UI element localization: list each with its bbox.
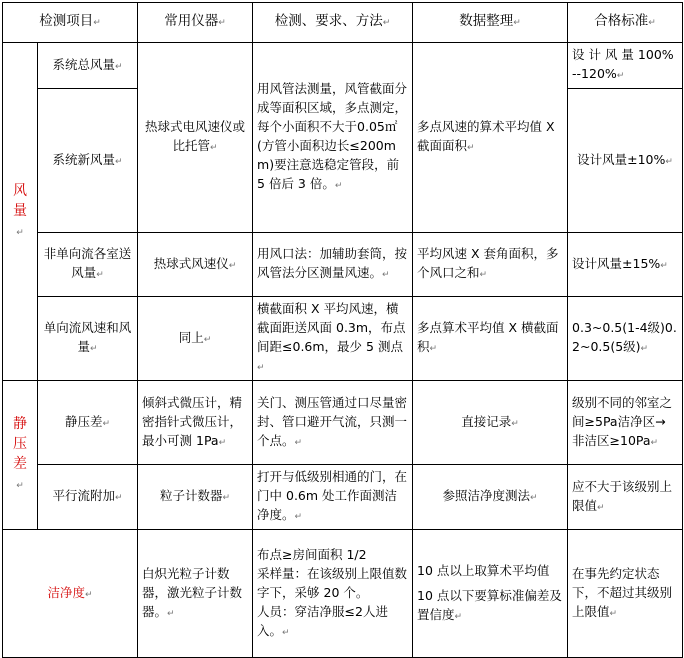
standard-cell: 级别不同的邻室之间≥5Pa洁净区→非洁区≥10Pa↵	[568, 381, 683, 465]
instrument-cell: 热球式风速仪↵	[138, 233, 253, 297]
standard-cell: 设计风量±15%↵	[568, 233, 683, 297]
table-row	[3, 465, 683, 530]
header-standard: 合格标准↵	[568, 3, 683, 43]
data-cell: 平均风速 X 套角面积，多个风口之和↵	[413, 233, 568, 297]
group-label-static: 静压差↵	[3, 381, 38, 530]
method-cell: 横截面积 X 平均风速，横截面距送风面 0.3m，布点间距≤0.6m，最少 5 测点↵	[253, 297, 413, 381]
data-cell: 10 点以上取算术平均值 10 点以下要算标准偏差及置信度↵	[413, 530, 568, 658]
method-cell: 打开与低级别相通的门，在门中 0.6m 处工作面测洁净度。↵	[253, 465, 413, 530]
table-row	[3, 233, 683, 297]
data-cell: 多点算术平均值 X 横截面积↵	[413, 297, 568, 381]
table-row	[3, 297, 683, 381]
method-cell: 用风管法测量，风管截面分成等面积区域，多点测定，每个小面积不大于0.05㎡(方管小面积边长≤200mm)要注意选稳定管段，前 5 倍后 3 倍。↵	[253, 43, 413, 233]
group-label-clean: 洁净度↵	[3, 530, 138, 658]
method-cell: 用风口法：加辅助套筒，按风管法分区测量风速。↵	[253, 233, 413, 297]
standard-cell: 设计风量±10%↵	[568, 89, 683, 233]
data-cell: 直接记录↵	[413, 381, 568, 465]
data-cell: 多点风速的算术平均值 X 截面面积↵	[413, 43, 568, 233]
standard-cell: 设 计 风 量 100%--120%↵	[568, 43, 683, 89]
instrument-cell: 同上↵	[138, 297, 253, 381]
inspection-table	[2, 2, 683, 658]
header-instrument: 常用仪器↵	[138, 3, 253, 43]
standard-cell: 在事先约定状态下，不超过其级别上限值↵	[568, 530, 683, 658]
header-item: 检测项目↵	[3, 3, 138, 43]
method-cell: 布点≥房间面积 1/2 采样量：在该级别上限值数字下，采够 20 个。 人员：穿洁净服≤2人进入。↵	[253, 530, 413, 658]
instrument-cell: 粒子计数器↵	[138, 465, 253, 530]
standard-cell: 应不大于该级别上限值↵	[568, 465, 683, 530]
table-row	[3, 381, 683, 465]
data-cell: 参照洁净度测法↵	[413, 465, 568, 530]
instrument-cell: 热球式电风速仪或比托管↵	[138, 43, 253, 233]
standard-cell: 0.3~0.5(1-4级)0.2~0.5(5级)↵	[568, 297, 683, 381]
item-cell: 单向流风速和风量↵	[38, 297, 138, 381]
table-row	[3, 530, 683, 658]
item-cell: 系统新风量↵	[38, 89, 138, 233]
item-cell: 静压差↵	[38, 381, 138, 465]
header-row	[3, 3, 683, 43]
header-data: 数据整理↵	[413, 3, 568, 43]
item-cell: 系统总风量↵	[38, 43, 138, 89]
instrument-cell: 倾斜式微压计，精密指针式微压计，最小可测 1Pa↵	[138, 381, 253, 465]
table-row	[3, 43, 683, 89]
header-method: 检测、要求、方法↵	[253, 3, 413, 43]
group-label-airflow: 风量↵	[3, 43, 38, 381]
instrument-cell: 白炽光粒子计数器，激光粒子计数器。↵	[138, 530, 253, 658]
item-cell: 非单向流各室送风量↵	[38, 233, 138, 297]
method-cell: 关门、测压管通过口尽量密封、管口避开气流，只测一个点。↵	[253, 381, 413, 465]
item-cell: 平行流附加↵	[38, 465, 138, 530]
